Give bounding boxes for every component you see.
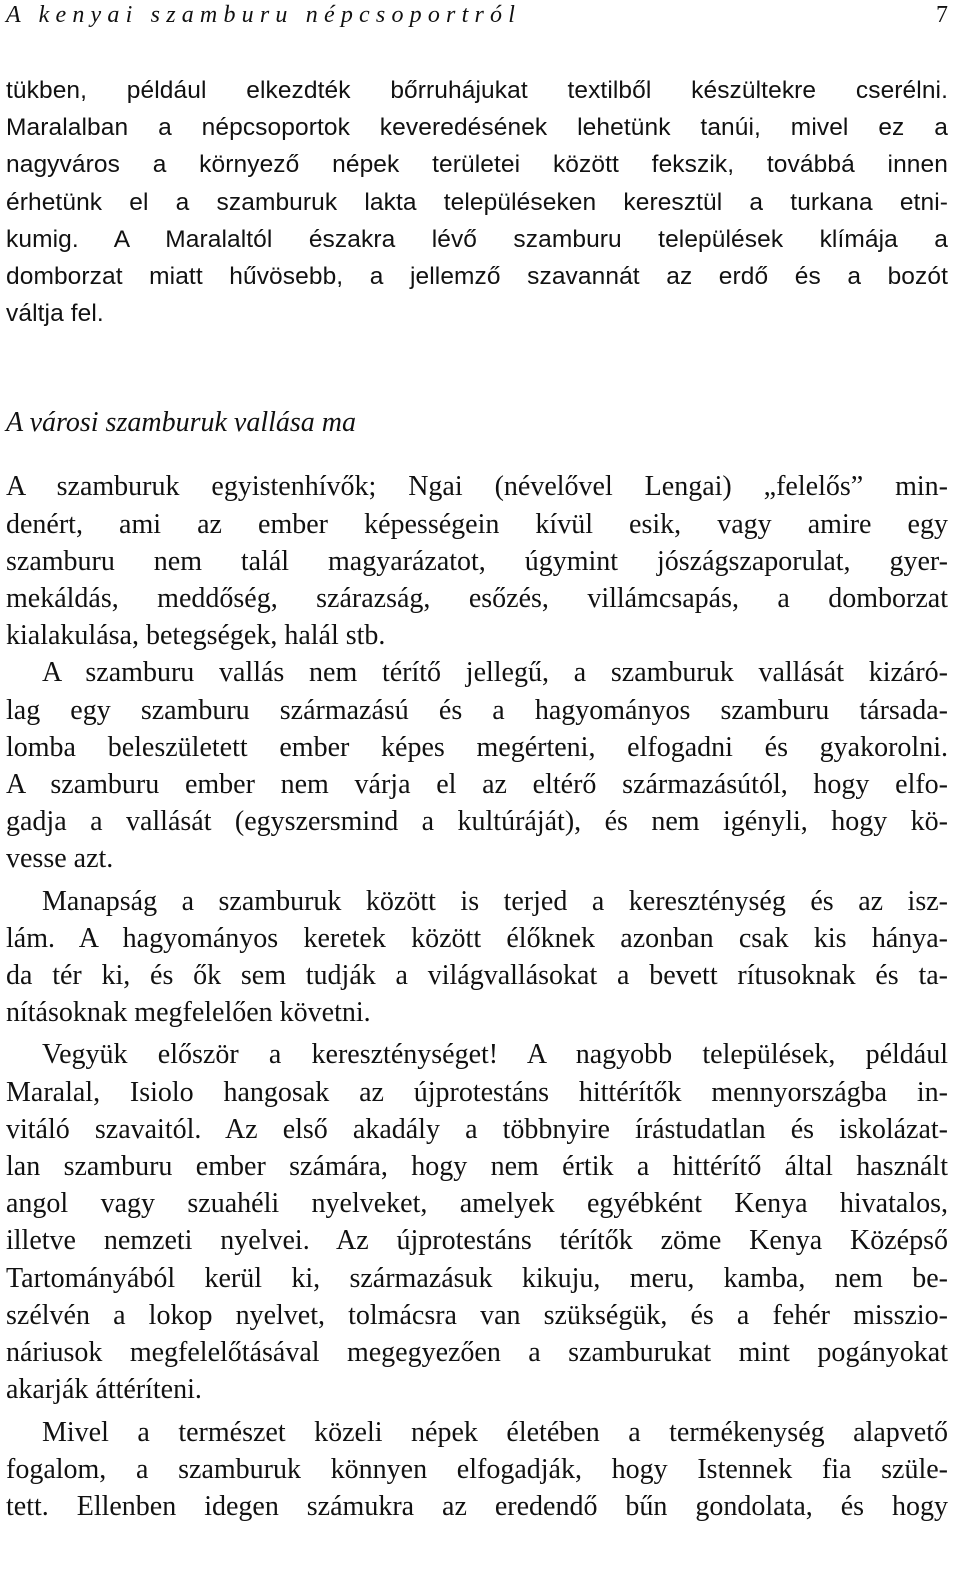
text-line: kumig. A Maralaltól északra lévő szamburu települések klímája a [6, 225, 948, 253]
text-line: denért, ami az ember képességein kívül esik, vagy amire egy [6, 508, 948, 540]
text-line: Tartományából kerül ki, származásuk kikuju, meru, kamba, nem be- [6, 1262, 948, 1294]
text-line: akarják áttéríteni. [6, 1374, 202, 1406]
text-line: lám. A hagyományos keretek között élőknek azonban csak kis hánya- [6, 922, 948, 954]
text-line: tükben, például elkezdték bőrruhájukat textilből készültekre cserélni. [6, 77, 948, 104]
section-heading: A városi szamburuk vallása ma [6, 407, 356, 439]
paragraph [6, 654, 948, 877]
text-line: érhetünk el a szamburuk lakta településeken keresztül a turkana etni- [6, 188, 948, 216]
running-header [6, 0, 948, 36]
text-line: náriusok megfelelőtásával megegyezően a szamburukat mint pogányokat [6, 1337, 948, 1369]
text-line: Maralalban a népcsoportok keveredésének lehetünk tanúi, mivel ez a [6, 114, 948, 142]
text-line: A szamburuk egyistenhívők; Ngai (névelővel Lengai) „felelős” min- [6, 471, 948, 503]
text-line: illetve nemzeti nyelvei. Az újprotestáns térítők zöme Kenya Középső [6, 1225, 948, 1257]
text-line: Vegyük először a kereszténységet! A nagyobb települések, például [42, 1039, 948, 1071]
text-line: Maralal, Isiolo hangosak az újprotestáns hittérítők mennyországba in- [6, 1076, 948, 1108]
text-line: tett. Ellenben idegen számukra az eredendő bűn gondolata, és hogy [6, 1490, 948, 1522]
text-line: A szamburu ember nem várja el az eltérő származásútól, hogy elfo- [6, 769, 948, 801]
text-line: fogalom, a szamburuk könnyen elfogadják, hogy Istennek fia szüle- [6, 1453, 948, 1485]
text-line: gadja a vallását (egyszersmind a kultúráját), és nem igényli, hogy kö- [6, 806, 948, 838]
text-line: vitáló szavaitól. Az első akadály a többnyire írástudatlan és iskolázat- [6, 1113, 948, 1145]
text-line: kialakulása, betegségek, halál stb. [6, 620, 386, 652]
text-line: Mivel a természet közeli népek életében a termékenység alapvető [42, 1416, 948, 1448]
paragraph [6, 468, 948, 654]
paragraph-continued [6, 72, 948, 332]
text-line: lomba beleszületett ember képes megérteni, elfogadni és gyakorolni. [6, 731, 948, 763]
page-number: 7 [936, 2, 948, 28]
text-line: nagyváros a környező népek területei között fekszik, továbbá innen [6, 151, 948, 179]
document-page [6, 0, 948, 1525]
text-line: da tér ki, és ők sem tudják a világvallásokat a bevett rítusoknak és ta- [6, 960, 948, 992]
text-line: váltja fel. [6, 300, 104, 328]
text-line: Manapság a szamburuk között is terjed a kereszténység és az isz- [42, 885, 948, 917]
text-line: szamburu nem talál magyarázatot, úgymint jószágszaporulat, gyer- [6, 545, 948, 577]
paragraph [6, 883, 948, 1032]
text-line: lan szamburu ember számára, hogy nem értik a hittérítő által használt [6, 1151, 948, 1183]
text-line: A szamburu vallás nem térítő jellegű, a szamburuk vallását kizáró- [42, 657, 948, 689]
paragraph [6, 1414, 948, 1526]
text-line: mekáldás, meddőség, szárazság, esőzés, villámcsapás, a domborzat [6, 583, 948, 615]
paragraph [6, 1036, 948, 1408]
text-line: szélvén a lokop nyelvet, tolmácsra van szükségük, és a fehér misszio- [6, 1299, 948, 1331]
text-line: domborzat miatt hűvösebb, a jellemző szavannát az erdő és a bozót [6, 263, 948, 291]
text-line: lag egy szamburu származású és a hagyományos szamburu társada- [6, 694, 948, 726]
text-line: vesse azt. [6, 843, 114, 875]
running-title: A kenyai szamburu népcsoportról [6, 2, 522, 28]
text-line: nításoknak megfelelően követni. [6, 997, 371, 1029]
text-line: angol vagy szuahéli nyelveket, amelyek egyébként Kenya hivatalos, [6, 1188, 948, 1220]
